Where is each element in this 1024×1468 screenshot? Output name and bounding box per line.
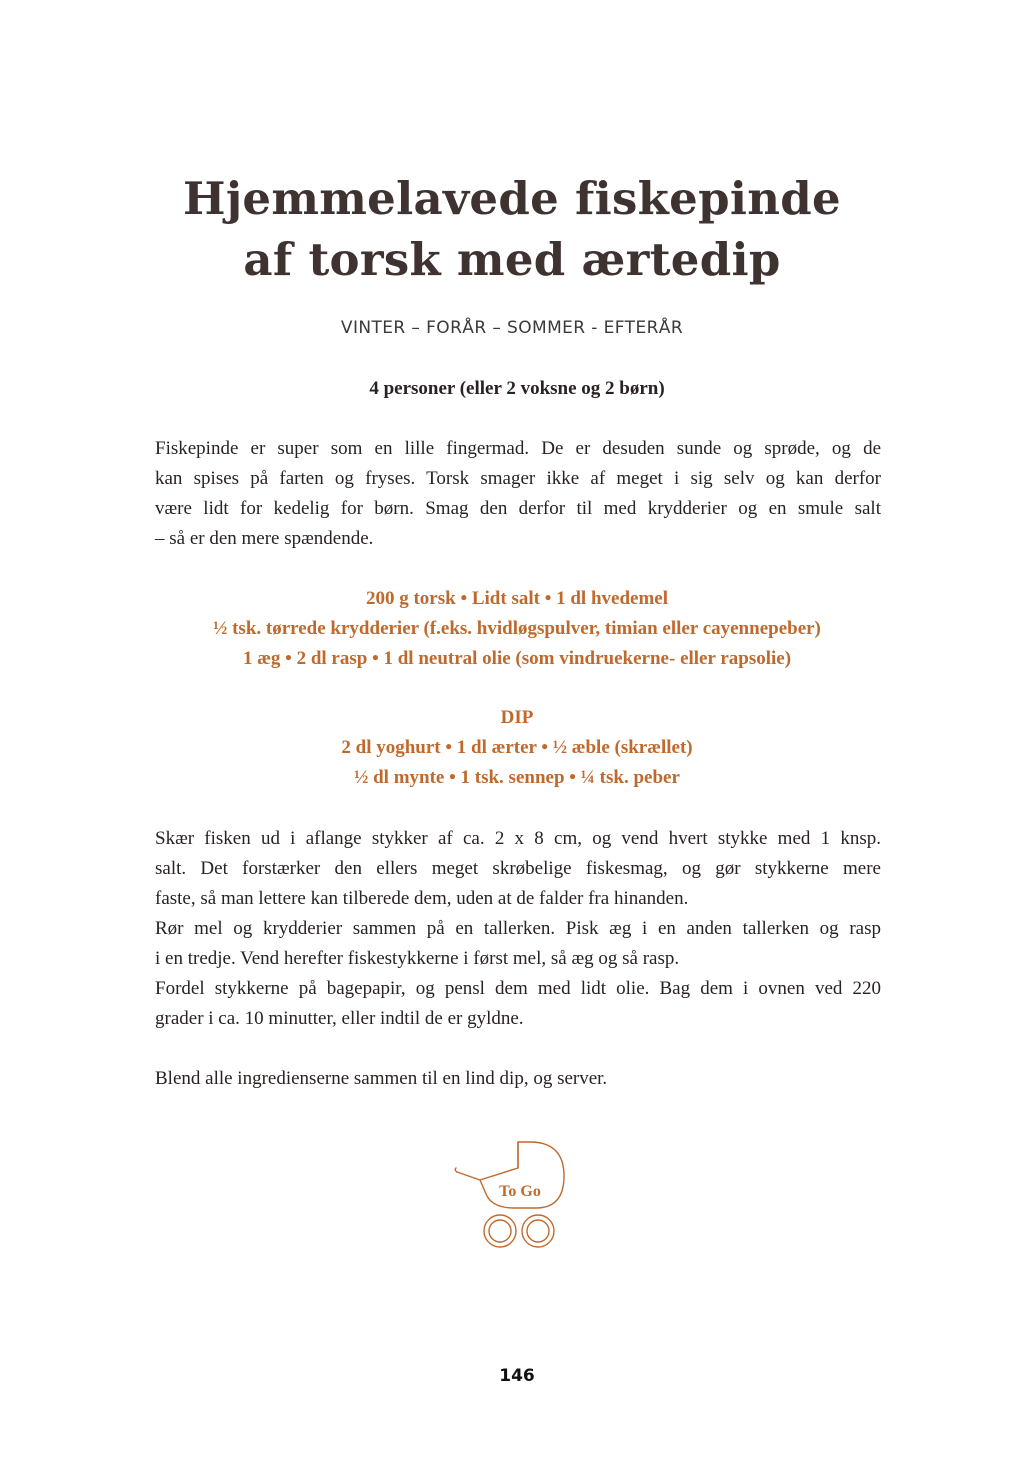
dip-line: 2 dl yoghurt • 1 dl ærter • ½ æble (skrællet) — [341, 737, 693, 758]
ingredient-line: 200 g torsk • Lidt salt • 1 dl hvedemel — [365, 588, 668, 609]
recipe-title-line-1: Hjemmelavede fiskepinde — [183, 172, 841, 225]
to-go-badge: To Go — [499, 1183, 541, 1200]
intro-line: Fiskepinde er super som en lille fingermad. De er desuden sunde og sprøde, og de — [155, 438, 881, 459]
dip-line: ½ dl mynte • 1 tsk. sennep • ¼ tsk. peber — [354, 767, 680, 788]
method-line: Skær fisken ud i aflange stykker af ca. 2 x 8 cm, og vend hvert stykke med 1 knsp. — [155, 828, 881, 849]
recipe-title — [0, 168, 1024, 290]
method-line: i en tredje. Vend herefter fiskestykkerne i først mel, så æg og så rasp. — [155, 948, 680, 969]
seasons-subtitle: VINTER – FORÅR – SOMMER - EFTERÅR — [340, 318, 684, 338]
method-line: faste, så man lettere kan tilberede dem, uden at de falder fra hinanden. — [155, 888, 689, 909]
method-paragraph — [155, 824, 881, 1034]
intro-line: være lidt for kedelig for børn. Smag den derfor til med krydderier og en smule salt — [155, 498, 881, 519]
intro-line: kan spises på farten og fryses. Torsk smager ikke af meget i sig selv og kan derfor — [155, 468, 881, 489]
ingredient-line: ½ tsk. tørrede krydderier (f.eks. hvidløgspulver, timian eller cayennepeber) — [213, 618, 821, 639]
intro-paragraph — [155, 434, 881, 554]
ingredients-list — [0, 584, 1024, 674]
method-line: salt. Det forstærker den ellers meget skrøbelige fiskesmag, og gør stykkerne mere — [155, 858, 881, 879]
intro-line: – så er den mere spændende. — [155, 528, 374, 549]
method-line: Fordel stykkerne på bagepapir, og pensl dem med lidt olie. Bag dem i ovnen ved 220 — [155, 978, 881, 999]
ingredient-line: 1 æg • 2 dl rasp • 1 dl neutral olie (som vindruekerne- eller rapsolie) — [242, 648, 792, 669]
method-line: grader i ca. 10 minutter, eller indtil de er gyldne. — [155, 1008, 524, 1029]
final-step — [155, 1064, 881, 1094]
final-step-line: Blend alle ingredienserne sammen til en lind dip, og server. — [155, 1068, 608, 1089]
dip-heading: DIP — [500, 707, 534, 728]
page-number: 146 — [499, 1366, 535, 1386]
recipe-title-line-2: af torsk med ærtedip — [243, 233, 781, 286]
servings-line: 4 personer (eller 2 voksne og 2 børn) — [369, 378, 665, 399]
dip-ingredients — [0, 703, 1024, 793]
method-line: Rør mel og krydderier sammen på en tallerken. Pisk æg i en anden tallerken og rasp — [155, 918, 881, 939]
